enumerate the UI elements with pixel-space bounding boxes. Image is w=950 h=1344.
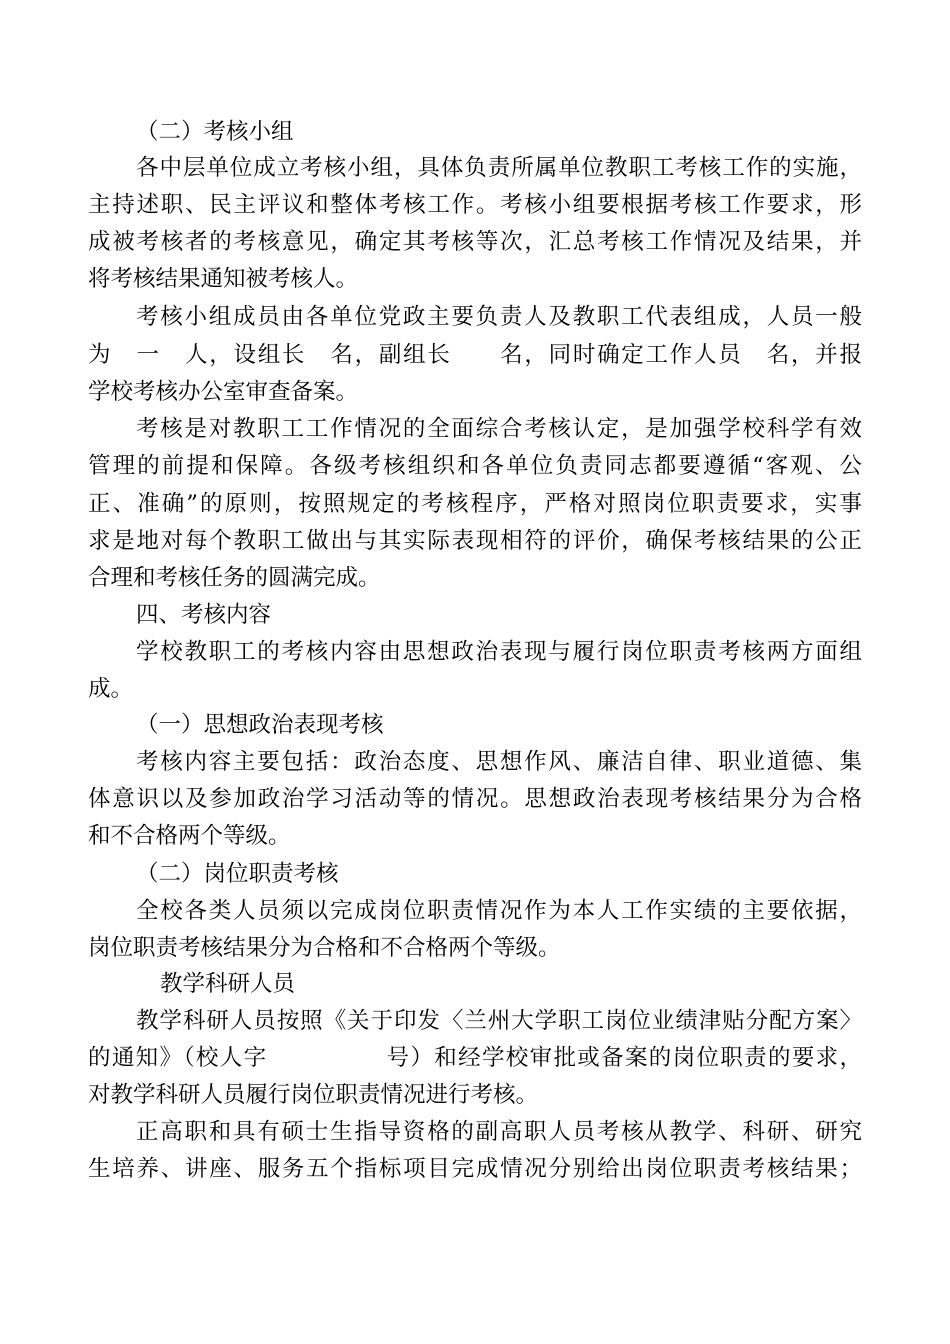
paragraph-line: 对教学科研人员履行岗位职责情况进行考核。 (88, 1082, 539, 1108)
heading-political-assessment: （一）思想政治表现考核 (136, 712, 384, 738)
paragraph-line: 的通知》（校人字 号）和经学校审批或备案的岗位职责的要求， (88, 1045, 862, 1071)
paragraph-line: 正、准确”的原则，按照规定的考核程序，严格对照岗位职责要求，实事 (88, 491, 862, 517)
paragraph-line: 体意识以及参加政治学习活动等的情况。思想政治表现考核结果分为合格 (88, 786, 862, 812)
paragraph-line: 考核小组成员由各单位党政主要负责人及教职工代表组成，人员一般 (136, 304, 862, 330)
paragraph-line: 和不合格两个等级。 (88, 823, 291, 849)
paragraph-line: 各中层单位成立考核小组，具体负责所属单位教职工考核工作的实施， (136, 155, 862, 181)
paragraph-line: 为 一 人，设组长 名，副组长 名，同时确定工作人员 名，并报 (88, 342, 862, 368)
paragraph-line: 合理和考核任务的圆满完成。 (88, 565, 381, 591)
paragraph-line: 成。 (88, 676, 134, 702)
paragraph-line: 学校教职工的考核内容由思想政治表现与履行岗位职责考核两方面组 (136, 639, 862, 665)
paragraph-line: 岗位职责考核结果分为合格和不合格两个等级。 (88, 935, 561, 961)
heading-assessment-content: 四、考核内容 (136, 602, 272, 628)
paragraph-line: 学校考核办公室审查备案。 (88, 379, 359, 405)
paragraph-line: 生培养、讲座、服务五个指标项目完成情况分别给出岗位职责考核结果； (88, 1156, 862, 1182)
heading-assessment-group: （二）考核小组 (136, 119, 294, 145)
paragraph-line: 将考核结果通知被考核人。 (88, 266, 359, 292)
paragraph-line: 正高职和具有硕士生指导资格的副高职人员考核从教学、科研、研究 (136, 1119, 862, 1145)
heading-post-duty-assessment: （二）岗位职责考核 (136, 861, 339, 887)
paragraph-line: 求是地对每个教职工做出与其实际表现相符的评价，确保考核结果的公正 (88, 528, 862, 554)
paragraph-line: 成被考核者的考核意见，确定其考核等次，汇总考核工作情况及结果，并 (88, 229, 862, 255)
paragraph-line: 考核内容主要包括：政治态度、思想作风、廉洁自律、职业道德、集 (136, 749, 862, 775)
paragraph-line: 教学科研人员按照《关于印发〈兰州大学职工岗位业绩津贴分配方案〉 (136, 1008, 862, 1034)
heading-teaching-research-staff: 教学科研人员 (160, 971, 296, 997)
paragraph-line: 管理的前提和保障。各级考核组织和各单位负责同志都要遵循“客观、公 (88, 453, 862, 479)
paragraph-line: 全校各类人员须以完成岗位职责情况作为本人工作实绩的主要依据， (136, 898, 862, 924)
paragraph-line: 考核是对教职工工作情况的全面综合考核认定，是加强学校科学有效 (136, 416, 862, 442)
paragraph-line: 主持述职、民主评议和整体考核工作。考核小组要根据考核工作要求，形 (88, 192, 862, 218)
